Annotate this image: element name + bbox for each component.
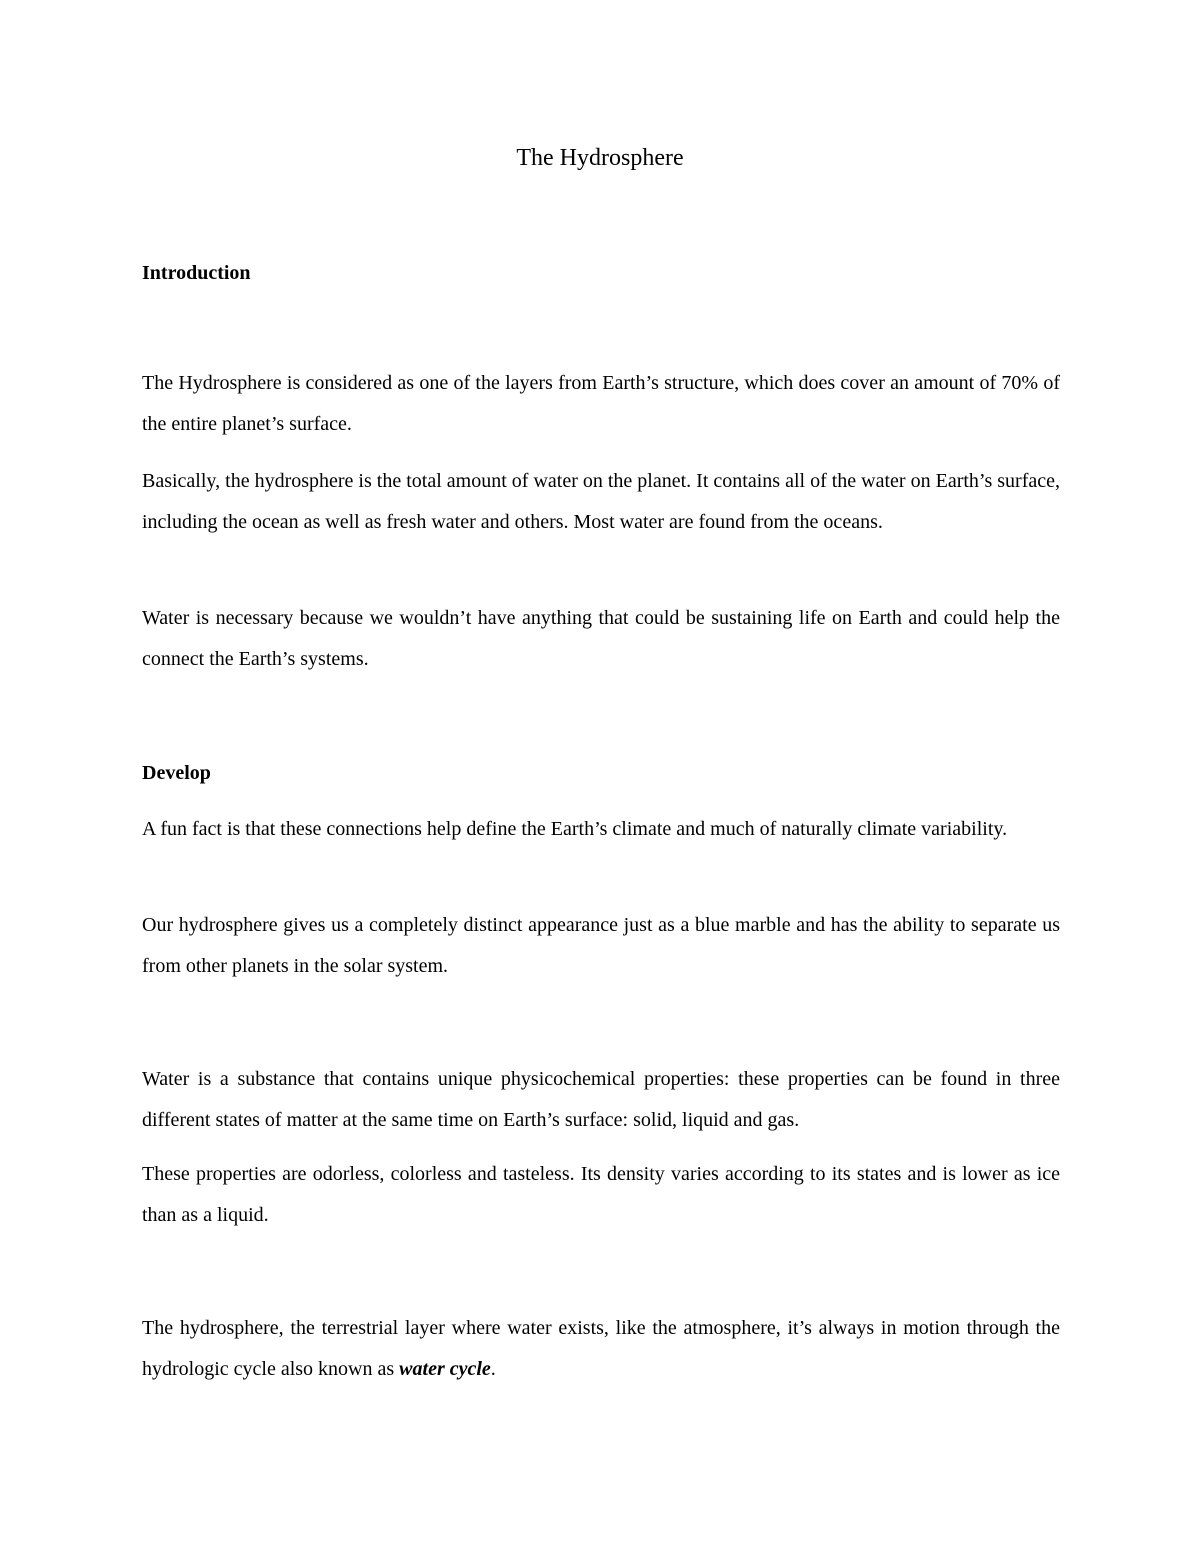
paragraph: Water is necessary because we wouldn’t have anything that could be sustaining life on Earth and could help the connect the Earth’s systems. <box>142 607 1060 670</box>
paragraph: Water is a substance that contains unique physicochemical properties: these properties can be found in three different states of matter at the same time on Earth’s surface: solid, liquid and gas. <box>142 1068 1060 1131</box>
paragraph: These properties are odorless, colorless and tasteless. Its density varies according to its states and is lower as ice than as a liquid. <box>142 1163 1060 1226</box>
paragraph: Our hydrosphere gives us a completely distinct appearance just as a blue marble and has the ability to separate us from other planets in the solar system. <box>142 914 1060 977</box>
paragraph-water-cycle <box>142 1308 1060 1390</box>
paragraph: A fun fact is that these connections help define the Earth’s climate and much of naturally climate variability. <box>142 818 1008 840</box>
section-heading-develop: Develop <box>142 762 211 784</box>
emphasis-water-cycle: water cycle <box>399 1358 491 1380</box>
section-heading-introduction: Introduction <box>142 262 251 284</box>
paragraph: Basically, the hydrosphere is the total amount of water on the planet. It contains all of the water on Earth’s surface, including the ocean as well as fresh water and others. Most water are found from the oceans. <box>142 470 1060 533</box>
document-title: The Hydrosphere <box>516 145 684 171</box>
paragraph-text: The hydrosphere, the terrestrial layer where water exists, like the atmosphere, it’s always in motion through the hydrologic cycle also known as <box>142 1317 1060 1380</box>
paragraph: The Hydrosphere is considered as one of the layers from Earth’s structure, which does cover an amount of 70% of the entire planet’s surface. <box>142 372 1060 435</box>
paragraph-end: . <box>490 1358 496 1380</box>
